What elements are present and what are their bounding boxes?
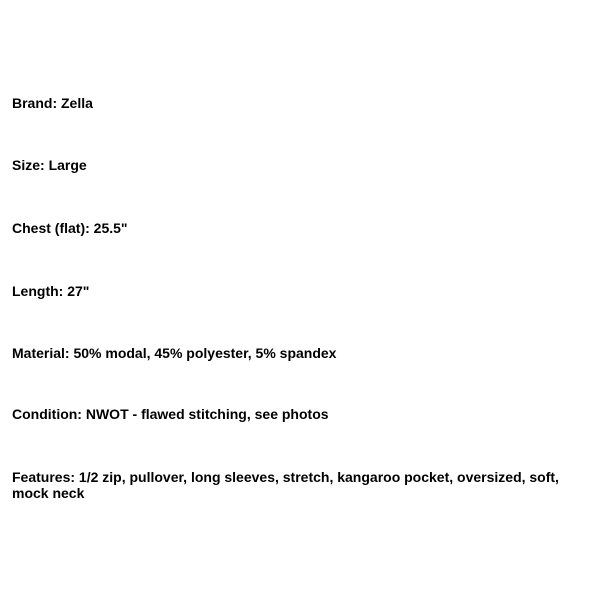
chest-line: Chest (flat): 25.5": [12, 220, 128, 236]
condition-line: Condition: NWOT - flawed stitching, see photos: [12, 406, 329, 422]
material-line: Material: 50% modal, 45% polyester, 5% spandex: [12, 345, 337, 361]
length-line: Length: 27": [12, 283, 90, 299]
size-line: Size: Large: [12, 157, 87, 173]
brand-line: Brand: Zella: [12, 95, 93, 111]
features-line: Features: 1/2 zip, pullover, long sleeves, stretch, kangaroo pocket, oversized, soft, mock neck: [12, 469, 559, 501]
